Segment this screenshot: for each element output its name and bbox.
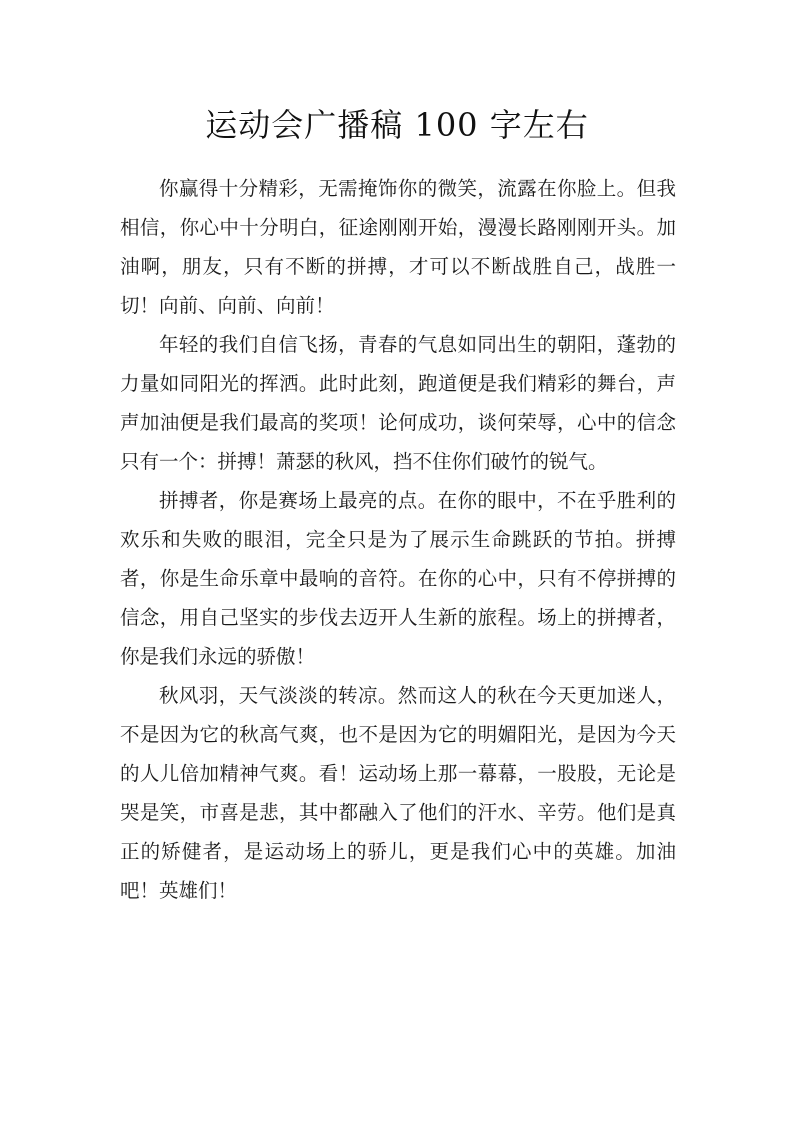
paragraph-2: 年轻的我们自信飞扬，青春的气息如同出生的朝阳，蓬勃的力量如同阳光的挥洒。此时此刻，跑道便是我们精彩的舞台，声声加油便是我们最高的奖项！论何成功，谈何荣辱，心中的信念只有一个：拼搏！萧瑟的秋风，挡不住你们破竹的锐气。: [120, 333, 676, 473]
document-title: 运动会广播稿 100 字左右: [205, 106, 589, 144]
paragraph-4: 秋风羽，天气淡淡的转凉。然而这人的秋在今天更加迷人，不是因为它的秋高气爽，也不是因为它的明媚阳光，是因为今天的人儿倍加精神气爽。看！运动场上那一幕幕，一股股，无论是哭是笑，市喜是悲，其中都融入了他们的汗水、辛劳。他们是真正的矫健者，是运动场上的骄儿，更是我们心中的英雄。加油吧！英雄们！: [120, 684, 676, 902]
document-body: [120, 169, 676, 910]
paragraph-1: 你赢得十分精彩，无需掩饰你的微笑，流露在你脸上。但我相信，你心中十分明白，征途刚刚开始，漫漫长路刚刚开头。加油啊，朋友，只有不断的拼搏，才可以不断战胜自己，战胜一切！向前、向前、向前！: [120, 177, 676, 317]
paragraph-3: 拼搏者，你是赛场上最亮的点。在你的眼中，不在乎胜利的欢乐和失败的眼泪，完全只是为了展示生命跳跃的节拍。拼搏者，你是生命乐章中最响的音符。在你的心中，只有不停拼搏的信念，用自己坚实的步伐去迈开人生新的旅程。场上的拼搏者，你是我们永远的骄傲！: [120, 489, 676, 668]
